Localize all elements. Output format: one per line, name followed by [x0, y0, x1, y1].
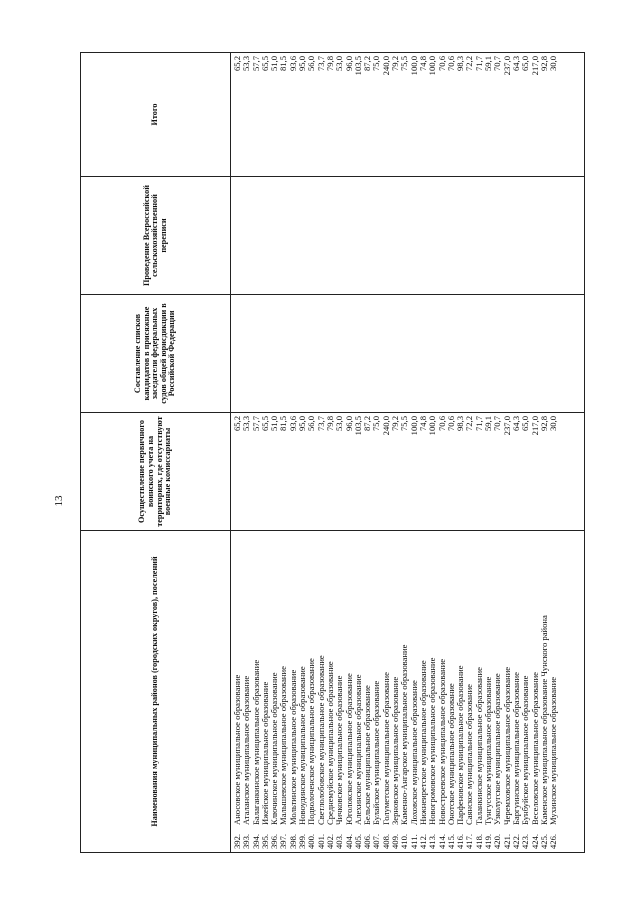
military-registration-value: 57,7: [250, 416, 261, 432]
total-value: 70,6: [436, 56, 447, 72]
municipality-name: Мольтинское муниципальное образование: [287, 669, 298, 825]
military-registration-value: 81,5: [278, 416, 289, 432]
row-number: 393.: [241, 833, 252, 849]
municipality-name: Баргуинское муниципальное образование: [510, 672, 521, 825]
military-registration-column: [231, 413, 585, 531]
military-registration-value: 65,2: [232, 416, 242, 432]
agricultural-census-column: [231, 177, 585, 295]
municipality-name: Зерновское муниципальное образование: [390, 676, 401, 825]
municipality-name: Лоховское муниципальное образование: [408, 680, 419, 825]
municipality-name: Каменское муниципальное образование Чунского района: [538, 615, 549, 825]
row-number: 417.: [464, 833, 475, 849]
military-registration-value: 75,0: [371, 416, 382, 432]
municipality-name: Новоудинское муниципальное образование: [297, 666, 308, 825]
row-number: 423.: [520, 833, 531, 849]
row-number: 422.: [510, 833, 521, 849]
total-value: 240,0: [380, 56, 391, 76]
municipality-name: Черемховское муниципальное образование: [501, 666, 512, 825]
municipality-name: Аносовское муниципальное образование: [232, 674, 242, 825]
row-number: 405.: [352, 833, 363, 849]
names-column: [231, 531, 585, 853]
municipality-name: Узколугское муниципальное образование: [492, 673, 503, 825]
total-value: 96,0: [343, 56, 354, 72]
row-number: 394.: [250, 833, 261, 849]
total-value: 53,3: [241, 56, 252, 72]
municipality-name: Онотское муниципальное образование: [445, 683, 456, 825]
total-value: 217,0: [529, 56, 540, 76]
military-registration-value: 59,1: [483, 416, 494, 432]
total-column: [231, 53, 585, 177]
military-registration-value: 92,8: [538, 416, 549, 432]
military-registration-value: 30,0: [548, 416, 559, 432]
table-row: [549, 531, 558, 849]
military-registration-value: 51,0: [269, 416, 280, 432]
row-number: 395.: [259, 833, 270, 849]
row-number: 400.: [306, 833, 317, 849]
header-total: Итого: [81, 53, 231, 177]
military-registration-value: 71,7: [473, 416, 484, 432]
military-registration-value: 73,7: [315, 416, 326, 432]
row-number: 415.: [445, 833, 456, 849]
military-registration-value: 79,8: [324, 416, 335, 432]
military-registration-value: 72,2: [464, 416, 475, 432]
municipality-name: Чичковское муниципальное образование: [334, 675, 345, 825]
row-number: 411.: [408, 834, 419, 849]
military-registration-value: 65,0: [520, 416, 531, 432]
total-value: 79,2: [390, 56, 401, 72]
allocation-table: [80, 52, 585, 853]
row-number: 407.: [371, 833, 382, 849]
total-value: 59,1: [483, 56, 494, 72]
municipality-name: Бельское муниципальное образование: [362, 685, 373, 825]
military-registration-value: 100,0: [408, 416, 419, 436]
municipality-name: Среднемуйское муниципальное образование: [324, 661, 335, 825]
row-number: 396.: [269, 833, 280, 849]
header-name: Наименования муниципальных районов (городских округов), поселений: [81, 531, 231, 853]
municipality-name: Подволоченское муниципальное образование: [306, 658, 317, 825]
municipality-name: Юголокское муниципальное образование: [343, 673, 354, 825]
row-number: 426.: [548, 833, 559, 849]
military-registration-value: 93,6: [287, 416, 298, 432]
total-value: 92,8: [538, 56, 549, 72]
row-number: 410.: [399, 833, 410, 849]
municipality-name: Нижнеиретское муниципальное образование: [417, 660, 428, 825]
row-number: 414.: [436, 833, 447, 849]
municipality-name: Каменно-Ангарское муниципальное образование: [399, 644, 410, 825]
total-value: 95,0: [297, 56, 308, 72]
total-value: 71,7: [473, 56, 484, 72]
total-value: 237,0: [501, 56, 512, 76]
row-number: 401.: [315, 833, 326, 849]
rotated-table-stage: [80, 53, 585, 853]
military-registration-value: 64,3: [510, 416, 521, 432]
header-military-registration: Осуществление первичного воинского учета на территориях, где отсутствуют военные комиссариаты: [81, 413, 231, 531]
military-registration-value: 240,0: [380, 416, 391, 436]
row-number: 404.: [343, 833, 354, 849]
row-number: 409.: [390, 833, 401, 849]
municipality-name: Саянское муниципальное образование: [464, 684, 475, 825]
municipality-name: Аталанское муниципальное образование: [241, 675, 252, 825]
total-value: 70,6: [445, 56, 456, 72]
military-registration-value: 74,8: [417, 416, 428, 432]
military-registration-value: 70,6: [436, 416, 447, 432]
municipality-name: Ижейское муниципальное образование: [259, 681, 270, 825]
row-number: 421.: [501, 833, 512, 849]
military-registration-value: 217,0: [529, 416, 540, 436]
total-value: 98,3: [455, 56, 466, 72]
military-registration-value: 237,0: [501, 416, 512, 436]
total-value: 51,0: [269, 56, 280, 72]
municipality-name: Веселовское муниципальное образование: [529, 672, 540, 825]
total-value: 65,2: [232, 56, 242, 72]
row-number: 418.: [473, 833, 484, 849]
total-value: 100,0: [408, 56, 419, 76]
military-registration-value: 79,2: [390, 416, 401, 432]
row-number: 399.: [297, 833, 308, 849]
row-number: 397.: [278, 833, 289, 849]
row-number: 406.: [362, 833, 373, 849]
municipality-name: Светлолобовское муниципальное образование: [315, 655, 326, 825]
row-number: 419.: [483, 833, 494, 849]
municipality-name: Бунбуйское муниципальное образование: [520, 675, 531, 825]
total-value: 93,6: [287, 56, 298, 72]
total-value: 87,2: [362, 56, 373, 72]
row-number: 420.: [492, 833, 503, 849]
total-value: 30,0: [548, 56, 559, 72]
total-value: 79,8: [324, 56, 335, 72]
page-number: 13: [53, 495, 65, 507]
military-registration-value: 98,3: [455, 416, 466, 432]
total-value: 72,2: [464, 56, 475, 72]
total-value: 100,0: [427, 56, 438, 76]
total-value: 65,0: [520, 56, 531, 72]
row-number: 424.: [529, 833, 540, 849]
military-registration-value: 87,2: [362, 416, 373, 432]
military-registration-value: 95,0: [297, 416, 308, 432]
total-value: 75,5: [399, 56, 410, 72]
row-number: 392.: [232, 833, 242, 849]
total-value: 53,0: [334, 56, 345, 72]
military-registration-value: 53,0: [334, 416, 345, 432]
military-registration-value: 70,7: [492, 416, 503, 432]
total-value: 64,3: [510, 56, 521, 72]
municipality-name: Парфеновское муниципальное образование: [455, 665, 466, 825]
header-agricultural-census: Проведение Всероссийской сельскохозяйственной переписи: [81, 177, 231, 295]
total-value: 103,5: [352, 56, 363, 76]
military-registration-value: 75,5: [399, 416, 410, 432]
municipality-name: Таланкинское муниципальное образование: [473, 667, 484, 825]
military-registration-value: 96,0: [343, 416, 354, 432]
total-value: 57,7: [250, 56, 261, 72]
total-value: 75,0: [371, 56, 382, 72]
municipality-name: Мухинское муниципальное образование: [548, 676, 559, 825]
total-value: 73,7: [315, 56, 326, 72]
row-number: 403.: [334, 833, 345, 849]
municipality-name: Алехинское муниципальное образование: [352, 674, 363, 825]
jury-lists-column: [231, 295, 585, 413]
military-registration-value: 65,5: [259, 416, 270, 432]
total-value: 81,5: [278, 56, 289, 72]
military-registration-value: 100,0: [427, 416, 438, 436]
municipality-name: Балаганкинское муниципальное образование: [250, 659, 261, 825]
header-jury-lists: Составление списков кандидатов в присяжные заседатели федеральных судов общей юрисдикции в Российской Федерации: [81, 295, 231, 413]
row-number: 408.: [380, 833, 391, 849]
row-number: 412.: [417, 833, 428, 849]
total-value: 70,7: [492, 56, 503, 72]
row-number: 416.: [455, 833, 466, 849]
municipality-name: Голуметское муниципальное образование: [380, 672, 391, 825]
row-number: 398.: [287, 833, 298, 849]
municipality-name: Малышевское муниципальное образование: [278, 666, 289, 825]
total-value: 65,5: [259, 56, 270, 72]
military-registration-value: 56,0: [306, 416, 317, 432]
total-value: 74,8: [417, 56, 428, 72]
municipality-name: Новогромовское муниципальное образование: [427, 657, 438, 825]
municipality-name: Ключинское муниципальное образование: [269, 672, 280, 825]
military-registration-value: 53,3: [241, 416, 252, 432]
total-value: 56,0: [306, 56, 317, 72]
municipality-name: Тунгусское муниципальное образование: [483, 676, 494, 825]
municipality-name: Новостроевское муниципальное образование: [436, 658, 447, 825]
military-registration-value: 103,5: [352, 416, 363, 436]
row-number: 402.: [324, 833, 335, 849]
military-registration-value: 70,6: [445, 416, 456, 432]
row-number: 425.: [538, 833, 549, 849]
municipality-name: Булайское муниципальное образование: [371, 680, 382, 825]
row-number: 413.: [427, 833, 438, 849]
